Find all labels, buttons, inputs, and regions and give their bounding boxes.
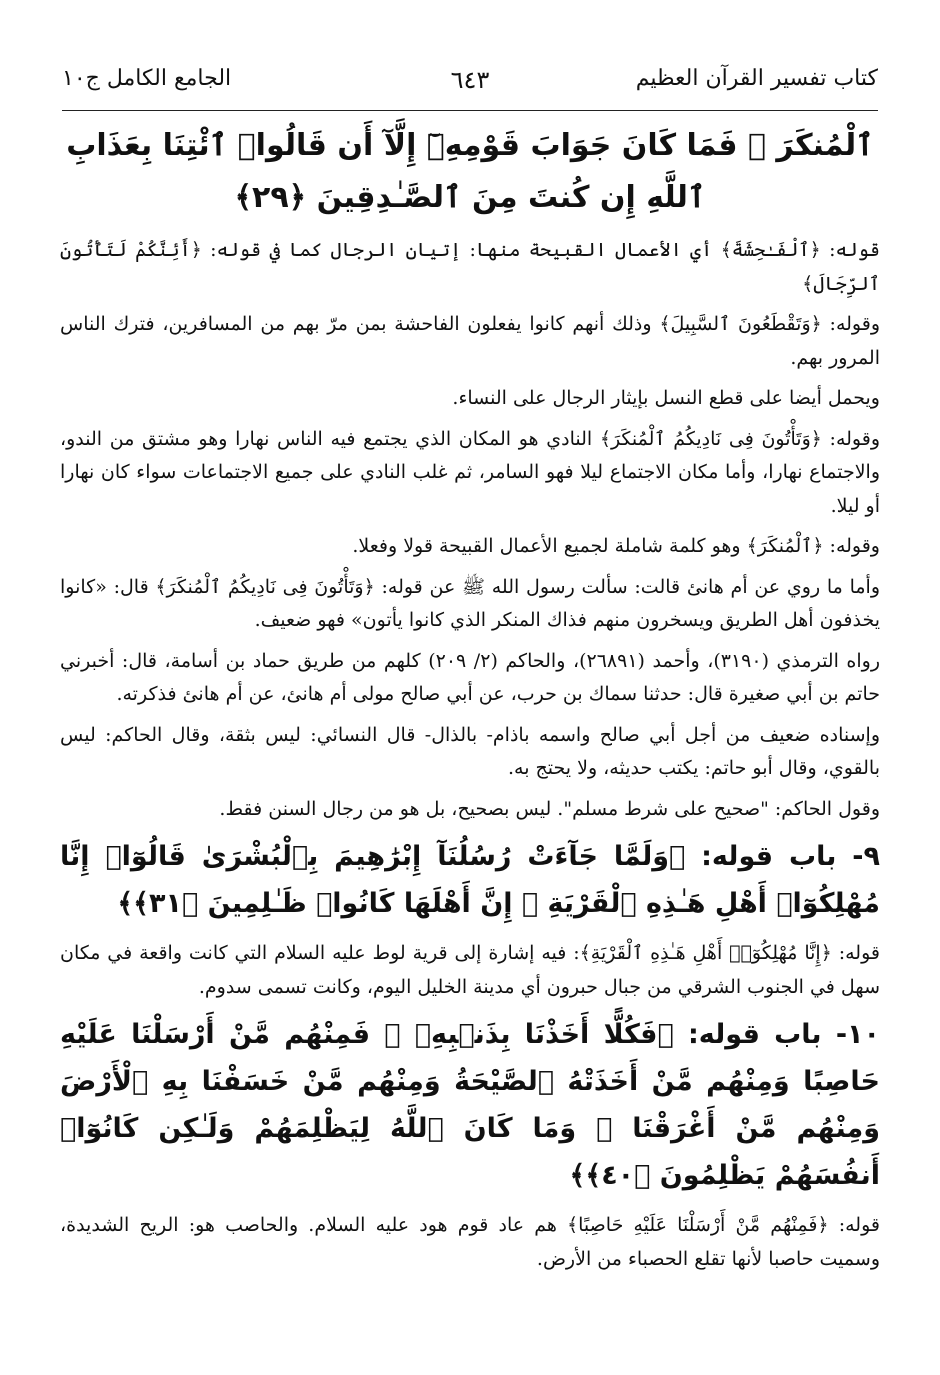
paragraph: وقول الحاكم: "صحيح على شرط مسلم". ليس بصحيح، بل هو من رجال السنن فقط. xyxy=(219,797,880,820)
paragraph: ويحمل أيضا على قطع النسل بإيثار الرجال على النساء. xyxy=(452,387,880,409)
paragraph: رواه الترمذي (٣١٩٠)، وأحمد (٢٦٨٩١)، والحاكم (٢/ ٢٠٩) كلهم من طريق حماد بن أسامة، قال: أخبرني حاتم بن أبي صغيرة قال: حدثنا سماك بن حرب، عن أبي صالح مولى أم هانئ، عن أم هانئ فذكرته. xyxy=(60,649,881,705)
book-title: كتاب تفسير القرآن العظيم xyxy=(635,66,878,91)
running-header xyxy=(62,58,878,111)
paragraph: قوله: ﴿ٱلْفَـٰحِشَةَ﴾ أي الأعمال القبيحة منها: إتيان الرجال كما في قوله: ﴿أَئِنَّكُمْ لَتَأْتُونَ ٱلرِّجَالَ﴾ xyxy=(60,239,880,295)
volume-label: الجامع الكامل ج١٠ xyxy=(62,66,232,91)
paragraph: وقوله: ﴿وَتَأْتُونَ فِى نَادِيكُمُ ٱلْمُنكَرَ﴾ النادي هو المكان الذي يجتمع فيه الناس نهارا وهو مشتق من الندو، والاجتماع نهارا، وأما مكان الاجتماع ليلا فهو السامر، ثم غلب النادي على جميع الاجتماعات سواء كان نهارا أو ليلا. xyxy=(60,427,880,517)
page-content xyxy=(60,112,880,1283)
paragraph: وقوله: ﴿وَتَقْطَعُونَ ٱلسَّبِيلَ﴾ وذلك أنهم كانوا يفعلون الفاحشة بمن مرّ بهم من المسافرين، فترك الناس المرور بهم. xyxy=(60,313,880,369)
page-number: ٦٤٣ xyxy=(450,66,490,94)
quran-verse: ٱلْمُنكَرَ ۖ فَمَا كَانَ جَوَابَ قَوْمِهِۦٓ إِلَّآ أَن قَالُوا۟ ٱئْتِنَا بِعَذَابِ ٱللَّهِ إِن كُنتَ مِنَ ٱلصَّـٰدِقِينَ ﴿٢٩﴾ xyxy=(66,128,874,215)
paragraph: وإسناده ضعيف من أجل أبي صالح واسمه باذام- بالذال- قال النسائي: ليس بثقة، وقال الحاكم: ليس بالقوي، وقال أبو حاتم: يكتب حديثه، ولا يحتج به. xyxy=(60,723,880,779)
paragraph: قوله: ﴿فَمِنْهُم مَّنْ أَرْسَلْنَا عَلَيْهِ حَاصِبًا﴾ هم عاد قوم هود عليه السلام. والحاصب هو: الريح الشديدة، وسميت حاصبا لأنها تقلع الحصباء من الأرض. xyxy=(60,1214,880,1270)
chapter-heading-10: ١٠- باب قوله: ﴿فَكُلًّا أَخَذْنَا بِذَنۢبِهِۦ ۖ فَمِنْهُم مَّنْ أَرْسَلْنَا عَلَيْهِ حَاصِبًا وَمِنْهُم مَّنْ أَخَذَتْهُ ٱلصَّيْحَةُ وَمِنْهُم مَّنْ خَسَفْنَا بِهِ ٱلْأَرْضَ وَمِنْهُم مَّنْ أَغْرَقْنَا ۚ وَمَا كَانَ ٱللَّهُ لِيَظْلِمَهُمْ وَلَـٰكِن كَانُوٓا۟ أَنفُسَهُمْ يَظْلِمُونَ ﴿٤٠﴾﴾ xyxy=(60,1019,880,1191)
paragraph: وقوله: ﴿ٱلْمُنكَرَ﴾ وهو كلمة شاملة لجميع الأعمال القبيحة قولا وفعلا. xyxy=(352,535,880,557)
paragraph: وأما ما روي عن أم هانئ قالت: سألت رسول الله ﷺ عن قوله: ﴿وَتَأْتُونَ فِى نَادِيكُمُ ٱلْمُنكَرَ﴾ قال: «كانوا يخذفون أهل الطريق ويسخرون منهم فذاك المنكر الذي كانوا يأتون» فهو ضعيف. xyxy=(60,575,880,631)
chapter-heading-9: ٩- باب قوله: ﴿وَلَمَّا جَآءَتْ رُسُلُنَآ إِبْرَٰهِيمَ بِٱلْبُشْرَىٰ قَالُوٓا۟ إِنَّا مُهْلِكُوٓا۟ أَهْلِ هَـٰذِهِ ٱلْقَرْيَةِ ۖ إِنَّ أَهْلَهَا كَانُوا۟ ظَـٰلِمِينَ ﴿٣١﴾﴾ xyxy=(60,841,880,919)
paragraph: قوله: ﴿إِنَّا مُهْلِكُوٓا۟ أَهْلِ هَـٰذِهِ ٱلْقَرْيَةِ﴾: فيه إشارة إلى قرية لوط عليه السلام التي كانت واقعة في مكان سهل في الجنوب الشرقي من جبال حبرون أي مدينة الخليل اليوم، وكانت تسمى سدوم. xyxy=(60,942,880,998)
